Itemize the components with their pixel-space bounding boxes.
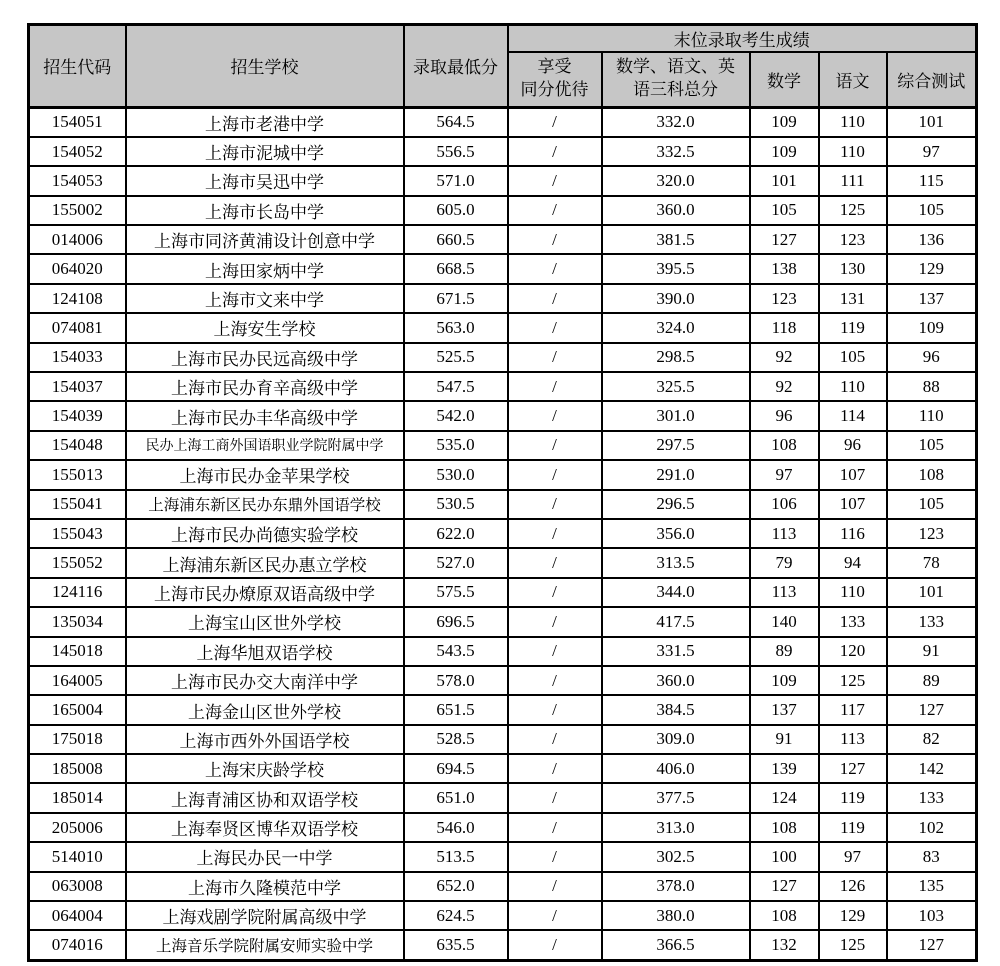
three-subject-total-cell: 331.5 — [602, 637, 750, 666]
math-cell: 79 — [750, 548, 819, 577]
table-row — [29, 284, 977, 313]
math-cell: 91 — [750, 725, 819, 754]
comprehensive-cell: 83 — [887, 842, 977, 871]
school-cell: 上海市同济黄浦设计创意中学 — [126, 225, 404, 254]
school-cell: 上海市民办尚德实验学校 — [126, 519, 404, 548]
preferential-cell: / — [508, 842, 602, 871]
school-cell: 上海浦东新区民办惠立学校 — [126, 548, 404, 577]
table-row — [29, 519, 977, 548]
table-row — [29, 695, 977, 724]
min-score-cell: 571.0 — [404, 166, 508, 195]
comprehensive-cell: 142 — [887, 754, 977, 783]
preferential-cell: / — [508, 166, 602, 195]
three-subject-total-cell: 332.5 — [602, 137, 750, 166]
preferential-cell: / — [508, 666, 602, 695]
chinese-cell: 130 — [819, 254, 887, 283]
school-cell: 上海市民办燎原双语高级中学 — [126, 578, 404, 607]
preferential-cell: / — [508, 401, 602, 430]
school-cell: 上海市久隆模范中学 — [126, 872, 404, 901]
preferential-cell: / — [508, 107, 602, 137]
preferential-cell: / — [508, 460, 602, 489]
comprehensive-cell: 88 — [887, 372, 977, 401]
school-cell: 上海金山区世外学校 — [126, 695, 404, 724]
chinese-cell: 113 — [819, 725, 887, 754]
comprehensive-cell: 127 — [887, 930, 977, 960]
school-cell: 民办上海工商外国语职业学院附属中学 — [126, 431, 404, 460]
preferential-cell: / — [508, 225, 602, 254]
comprehensive-cell: 133 — [887, 607, 977, 636]
min-score-cell: 530.5 — [404, 490, 508, 519]
three-subject-total-cell: 298.5 — [602, 343, 750, 372]
math-cell: 124 — [750, 783, 819, 812]
code-cell: 014006 — [29, 225, 126, 254]
table-row — [29, 196, 977, 225]
math-cell: 106 — [750, 490, 819, 519]
code-cell: 154037 — [29, 372, 126, 401]
table-row — [29, 783, 977, 812]
code-cell: 063008 — [29, 872, 126, 901]
preferential-cell: / — [508, 578, 602, 607]
chinese-cell: 116 — [819, 519, 887, 548]
min-score-cell: 578.0 — [404, 666, 508, 695]
comprehensive-cell: 78 — [887, 548, 977, 577]
school-cell: 上海市吴迅中学 — [126, 166, 404, 195]
code-cell: 514010 — [29, 842, 126, 871]
chinese-cell: 110 — [819, 137, 887, 166]
code-cell: 135034 — [29, 607, 126, 636]
header-three-subject-line2: 语三科总分 — [633, 80, 718, 100]
min-score-cell: 546.0 — [404, 813, 508, 842]
three-subject-total-cell: 324.0 — [602, 313, 750, 342]
comprehensive-cell: 91 — [887, 637, 977, 666]
three-subject-total-cell: 297.5 — [602, 431, 750, 460]
comprehensive-cell: 105 — [887, 196, 977, 225]
header-three-subject-total — [602, 52, 750, 107]
math-cell: 108 — [750, 431, 819, 460]
chinese-cell: 96 — [819, 431, 887, 460]
admission-score-table — [27, 23, 978, 962]
three-subject-total-cell: 381.5 — [602, 225, 750, 254]
chinese-cell: 119 — [819, 783, 887, 812]
table-row — [29, 490, 977, 519]
code-cell: 205006 — [29, 813, 126, 842]
comprehensive-cell: 129 — [887, 254, 977, 283]
code-cell: 154053 — [29, 166, 126, 195]
min-score-cell: 556.5 — [404, 137, 508, 166]
math-cell: 89 — [750, 637, 819, 666]
table-row — [29, 460, 977, 489]
preferential-cell: / — [508, 519, 602, 548]
comprehensive-cell: 108 — [887, 460, 977, 489]
comprehensive-cell: 105 — [887, 431, 977, 460]
min-score-cell: 696.5 — [404, 607, 508, 636]
table-row — [29, 254, 977, 283]
school-cell: 上海市民办育辛高级中学 — [126, 372, 404, 401]
code-cell: 064004 — [29, 901, 126, 930]
code-cell: 185008 — [29, 754, 126, 783]
three-subject-total-cell: 301.0 — [602, 401, 750, 430]
code-cell: 074081 — [29, 313, 126, 342]
code-cell: 145018 — [29, 637, 126, 666]
min-score-cell: 530.0 — [404, 460, 508, 489]
table-row — [29, 401, 977, 430]
math-cell: 92 — [750, 372, 819, 401]
chinese-cell: 125 — [819, 930, 887, 960]
chinese-cell: 129 — [819, 901, 887, 930]
min-score-cell: 651.5 — [404, 695, 508, 724]
table-row — [29, 343, 977, 372]
math-cell: 132 — [750, 930, 819, 960]
min-score-cell: 543.5 — [404, 637, 508, 666]
table-row — [29, 666, 977, 695]
comprehensive-cell: 97 — [887, 137, 977, 166]
table-row — [29, 548, 977, 577]
three-subject-total-cell: 384.5 — [602, 695, 750, 724]
min-score-cell: 660.5 — [404, 225, 508, 254]
math-cell: 127 — [750, 225, 819, 254]
three-subject-total-cell: 332.0 — [602, 107, 750, 137]
comprehensive-cell: 110 — [887, 401, 977, 430]
chinese-cell: 110 — [819, 107, 887, 137]
min-score-cell: 605.0 — [404, 196, 508, 225]
header-last-admitted-group: 末位录取考生成绩 — [508, 25, 977, 53]
comprehensive-cell: 136 — [887, 225, 977, 254]
three-subject-total-cell: 302.5 — [602, 842, 750, 871]
school-cell: 上海民办民一中学 — [126, 842, 404, 871]
chinese-cell: 119 — [819, 813, 887, 842]
school-cell: 上海宋庆龄学校 — [126, 754, 404, 783]
code-cell: 175018 — [29, 725, 126, 754]
school-cell: 上海田家炳中学 — [126, 254, 404, 283]
header-min-score: 录取最低分 — [404, 25, 508, 108]
code-cell: 185014 — [29, 783, 126, 812]
preferential-cell: / — [508, 901, 602, 930]
preferential-cell: / — [508, 254, 602, 283]
comprehensive-cell: 133 — [887, 783, 977, 812]
three-subject-total-cell: 377.5 — [602, 783, 750, 812]
table-row — [29, 578, 977, 607]
code-cell: 164005 — [29, 666, 126, 695]
three-subject-total-cell: 366.5 — [602, 930, 750, 960]
header-comprehensive: 综合测试 — [887, 52, 977, 107]
three-subject-total-cell: 309.0 — [602, 725, 750, 754]
min-score-cell: 547.5 — [404, 372, 508, 401]
preferential-cell: / — [508, 813, 602, 842]
table-row — [29, 431, 977, 460]
min-score-cell: 624.5 — [404, 901, 508, 930]
code-cell: 155043 — [29, 519, 126, 548]
math-cell: 108 — [750, 813, 819, 842]
preferential-cell: / — [508, 196, 602, 225]
table-row — [29, 137, 977, 166]
code-cell: 165004 — [29, 695, 126, 724]
school-cell: 上海市老港中学 — [126, 107, 404, 137]
header-chinese: 语文 — [819, 52, 887, 107]
comprehensive-cell: 101 — [887, 107, 977, 137]
table-row — [29, 901, 977, 930]
school-cell: 上海安生学校 — [126, 313, 404, 342]
math-cell: 105 — [750, 196, 819, 225]
header-three-subject-line1: 数学、语文、英 — [616, 57, 735, 77]
school-cell: 上海市民办民远高级中学 — [126, 343, 404, 372]
comprehensive-cell: 109 — [887, 313, 977, 342]
comprehensive-cell: 82 — [887, 725, 977, 754]
three-subject-total-cell: 390.0 — [602, 284, 750, 313]
three-subject-total-cell: 360.0 — [602, 196, 750, 225]
code-cell: 154052 — [29, 137, 126, 166]
table-row — [29, 107, 977, 137]
header-school: 招生学校 — [126, 25, 404, 108]
min-score-cell: 563.0 — [404, 313, 508, 342]
math-cell: 92 — [750, 343, 819, 372]
table-body — [29, 107, 977, 960]
chinese-cell: 94 — [819, 548, 887, 577]
chinese-cell: 97 — [819, 842, 887, 871]
comprehensive-cell: 127 — [887, 695, 977, 724]
preferential-cell: / — [508, 343, 602, 372]
comprehensive-cell: 101 — [887, 578, 977, 607]
school-cell: 上海浦东新区民办东鼎外国语学校 — [126, 490, 404, 519]
preferential-cell: / — [508, 137, 602, 166]
three-subject-total-cell: 356.0 — [602, 519, 750, 548]
header-math: 数学 — [750, 52, 819, 107]
preferential-cell: / — [508, 607, 602, 636]
preferential-cell: / — [508, 548, 602, 577]
three-subject-total-cell: 360.0 — [602, 666, 750, 695]
min-score-cell: 513.5 — [404, 842, 508, 871]
code-cell: 155052 — [29, 548, 126, 577]
comprehensive-cell: 123 — [887, 519, 977, 548]
school-cell: 上海奉贤区博华双语学校 — [126, 813, 404, 842]
comprehensive-cell: 102 — [887, 813, 977, 842]
chinese-cell: 131 — [819, 284, 887, 313]
code-cell: 154051 — [29, 107, 126, 137]
header-preferential-line2: 同分优待 — [520, 80, 589, 100]
math-cell: 113 — [750, 519, 819, 548]
math-cell: 101 — [750, 166, 819, 195]
table-row — [29, 813, 977, 842]
preferential-cell: / — [508, 754, 602, 783]
chinese-cell: 133 — [819, 607, 887, 636]
three-subject-total-cell: 380.0 — [602, 901, 750, 930]
three-subject-total-cell: 320.0 — [602, 166, 750, 195]
table-row — [29, 166, 977, 195]
code-cell: 064020 — [29, 254, 126, 283]
school-cell: 上海市文来中学 — [126, 284, 404, 313]
three-subject-total-cell: 378.0 — [602, 872, 750, 901]
school-cell: 上海青浦区协和双语学校 — [126, 783, 404, 812]
table-row — [29, 872, 977, 901]
code-cell: 074016 — [29, 930, 126, 960]
chinese-cell: 125 — [819, 666, 887, 695]
chinese-cell: 105 — [819, 343, 887, 372]
chinese-cell: 125 — [819, 196, 887, 225]
three-subject-total-cell: 406.0 — [602, 754, 750, 783]
chinese-cell: 127 — [819, 754, 887, 783]
math-cell: 140 — [750, 607, 819, 636]
comprehensive-cell: 96 — [887, 343, 977, 372]
preferential-cell: / — [508, 284, 602, 313]
chinese-cell: 110 — [819, 372, 887, 401]
school-cell: 上海市民办金苹果学校 — [126, 460, 404, 489]
table-row — [29, 313, 977, 342]
math-cell: 118 — [750, 313, 819, 342]
school-cell: 上海市长岛中学 — [126, 196, 404, 225]
school-cell: 上海戏剧学院附属高级中学 — [126, 901, 404, 930]
preferential-cell: / — [508, 637, 602, 666]
code-cell: 124108 — [29, 284, 126, 313]
code-cell: 155013 — [29, 460, 126, 489]
chinese-cell: 120 — [819, 637, 887, 666]
code-cell: 154033 — [29, 343, 126, 372]
min-score-cell: 527.0 — [404, 548, 508, 577]
math-cell: 109 — [750, 137, 819, 166]
chinese-cell: 110 — [819, 578, 887, 607]
school-cell: 上海音乐学院附属安师实验中学 — [126, 930, 404, 960]
preferential-cell: / — [508, 313, 602, 342]
admission-score-sheet — [27, 23, 978, 962]
table-row — [29, 637, 977, 666]
math-cell: 138 — [750, 254, 819, 283]
min-score-cell: 652.0 — [404, 872, 508, 901]
chinese-cell: 119 — [819, 313, 887, 342]
three-subject-total-cell: 291.0 — [602, 460, 750, 489]
min-score-cell: 542.0 — [404, 401, 508, 430]
code-cell: 154048 — [29, 431, 126, 460]
min-score-cell: 668.5 — [404, 254, 508, 283]
math-cell: 139 — [750, 754, 819, 783]
code-cell: 155041 — [29, 490, 126, 519]
math-cell: 127 — [750, 872, 819, 901]
chinese-cell: 117 — [819, 695, 887, 724]
comprehensive-cell: 105 — [887, 490, 977, 519]
math-cell: 100 — [750, 842, 819, 871]
three-subject-total-cell: 395.5 — [602, 254, 750, 283]
table-row — [29, 930, 977, 960]
comprehensive-cell: 135 — [887, 872, 977, 901]
three-subject-total-cell: 313.5 — [602, 548, 750, 577]
school-cell: 上海市西外外国语学校 — [126, 725, 404, 754]
chinese-cell: 107 — [819, 460, 887, 489]
three-subject-total-cell: 344.0 — [602, 578, 750, 607]
table-header — [29, 25, 977, 108]
math-cell: 137 — [750, 695, 819, 724]
header-code: 招生代码 — [29, 25, 126, 108]
table-row — [29, 225, 977, 254]
preferential-cell: / — [508, 372, 602, 401]
code-cell: 155002 — [29, 196, 126, 225]
math-cell: 97 — [750, 460, 819, 489]
min-score-cell: 694.5 — [404, 754, 508, 783]
comprehensive-cell: 137 — [887, 284, 977, 313]
school-cell: 上海市民办丰华高级中学 — [126, 401, 404, 430]
table-row — [29, 607, 977, 636]
min-score-cell: 671.5 — [404, 284, 508, 313]
code-cell: 154039 — [29, 401, 126, 430]
min-score-cell: 525.5 — [404, 343, 508, 372]
math-cell: 113 — [750, 578, 819, 607]
preferential-cell: / — [508, 872, 602, 901]
school-cell: 上海市泥城中学 — [126, 137, 404, 166]
three-subject-total-cell: 296.5 — [602, 490, 750, 519]
min-score-cell: 564.5 — [404, 107, 508, 137]
table-row — [29, 372, 977, 401]
math-cell: 96 — [750, 401, 819, 430]
math-cell: 109 — [750, 107, 819, 137]
math-cell: 108 — [750, 901, 819, 930]
min-score-cell: 635.5 — [404, 930, 508, 960]
chinese-cell: 107 — [819, 490, 887, 519]
comprehensive-cell: 89 — [887, 666, 977, 695]
chinese-cell: 123 — [819, 225, 887, 254]
preferential-cell: / — [508, 725, 602, 754]
math-cell: 123 — [750, 284, 819, 313]
header-preferential — [508, 52, 602, 107]
min-score-cell: 535.0 — [404, 431, 508, 460]
school-cell: 上海市民办交大南洋中学 — [126, 666, 404, 695]
chinese-cell: 111 — [819, 166, 887, 195]
min-score-cell: 622.0 — [404, 519, 508, 548]
preferential-cell: / — [508, 783, 602, 812]
chinese-cell: 114 — [819, 401, 887, 430]
three-subject-total-cell: 313.0 — [602, 813, 750, 842]
min-score-cell: 575.5 — [404, 578, 508, 607]
comprehensive-cell: 115 — [887, 166, 977, 195]
preferential-cell: / — [508, 695, 602, 724]
table-row — [29, 754, 977, 783]
code-cell: 124116 — [29, 578, 126, 607]
three-subject-total-cell: 417.5 — [602, 607, 750, 636]
preferential-cell: / — [508, 431, 602, 460]
min-score-cell: 651.0 — [404, 783, 508, 812]
header-preferential-line1: 享受 — [537, 57, 572, 77]
table-row — [29, 725, 977, 754]
table-row — [29, 842, 977, 871]
comprehensive-cell: 103 — [887, 901, 977, 930]
preferential-cell: / — [508, 490, 602, 519]
school-cell: 上海宝山区世外学校 — [126, 607, 404, 636]
preferential-cell: / — [508, 930, 602, 960]
school-cell: 上海华旭双语学校 — [126, 637, 404, 666]
math-cell: 109 — [750, 666, 819, 695]
min-score-cell: 528.5 — [404, 725, 508, 754]
three-subject-total-cell: 325.5 — [602, 372, 750, 401]
chinese-cell: 126 — [819, 872, 887, 901]
